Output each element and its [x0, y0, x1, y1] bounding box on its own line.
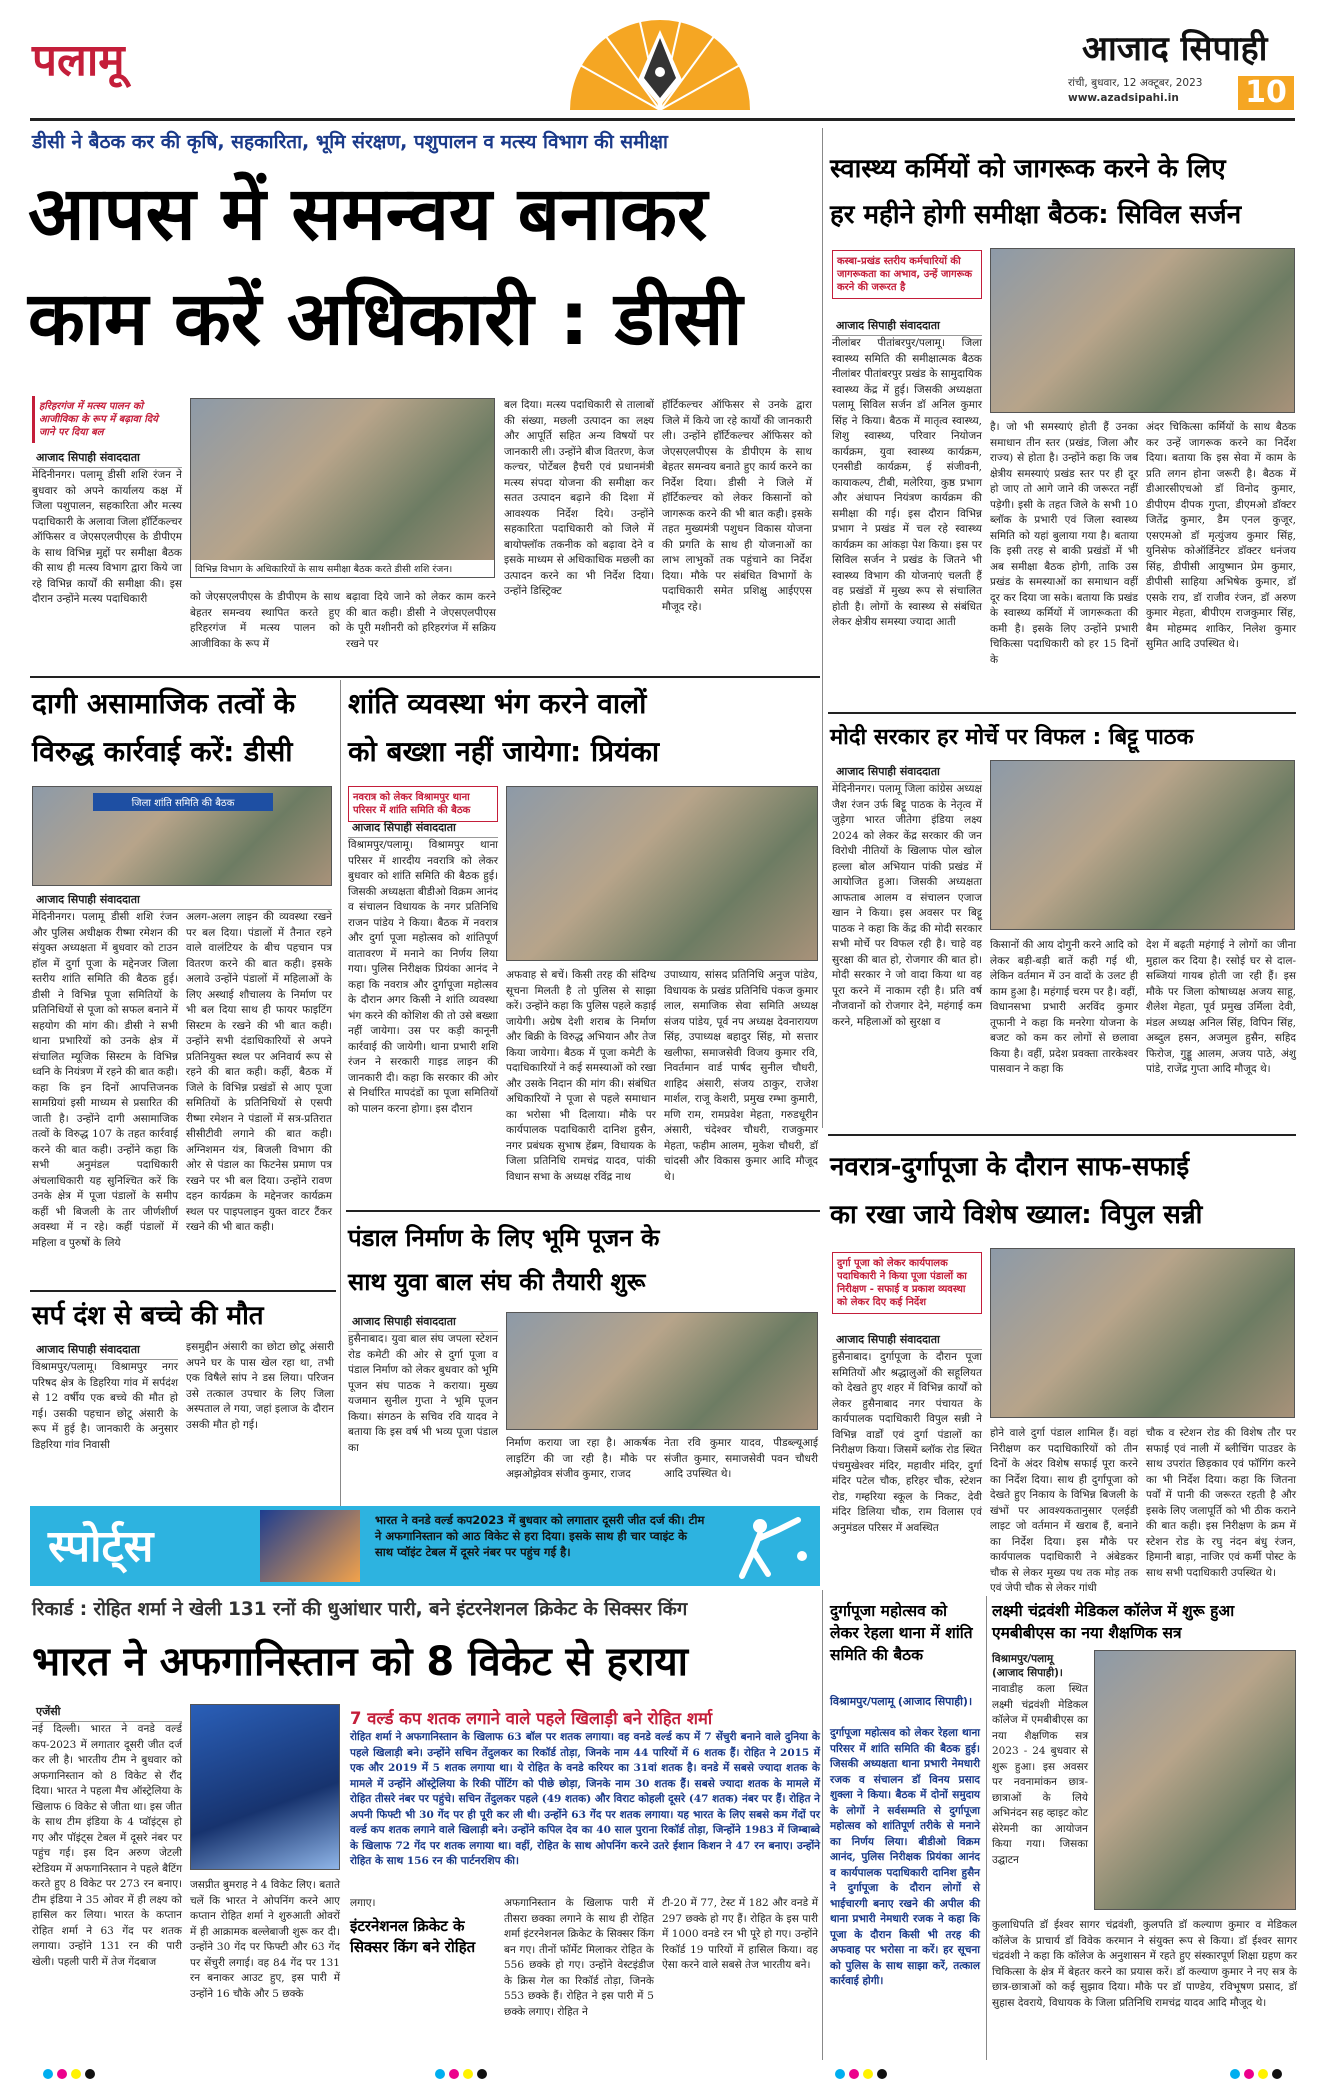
pandal-bureau: आजाद सिपाही संवाददाता	[348, 1312, 498, 1332]
durga-text: दुर्गापूजा महोत्सव को लेकर रेहला थाना परिसर में शांति समिति की बैठक हुई। जिसकी अध्यक्षता थाना प्रभारी नेमधारी रजक व संचालन डॉ विनय प्रसाद शुक्ला ने किया। बैठक में दोनों समुदाय के लोगों ने सर्वसम्मति से दुर्गापूजा महोत्सव को शांतिपूर्ण तरीके से मनाने का निर्णय लिया। बीडीओ विक्रम आनंद, पुलिस निरीक्षक प्रियंका आनंद व कार्यपालक पदाधिकारी दानिश हुसैन ने दुर्गापूजा के दौरान लोगों से भाईचारगी बनाए रखने की अपील की थाना प्रभारी नेमधारी रजक ने कहा कि पूजा के दौरान किसी भी तरह की अफवाह पर भरोसा ना करें। हर सूचना को पुलिस के साथ साझा करें, तत्काल कार्रवाई होगी।	[830, 1727, 980, 1987]
navratri-col1: हुसैनाबाद। दुर्गापूजा के दौरान पूजा समितियों और श्रद्धालुओं की सहूलियत को देखते हुए शहर में विभिन्न कार्यों को लेकर हुसैनाबाद नगर पंचायत के कार्यपालक पदाधिकारी विपुल सन्नी ने विभिन्न वार्डों एवं दुर्गा पंडालों का निरीक्षण किया। जिसमें ब्लॉक रोड स्थित पंचमुखेश्वर मंदिर, महावीर मंदिर, दुर्गा मंदिर पटेल चौक, हरिहर चौक, स्टेशन रोड, गम्हरिया स्कूल के निकट, देवी मंदिर डिलिया चौक, राम विलास एवं अनुमंडल परिसर में अवस्थित	[832, 1351, 982, 1534]
medical-bureau: विश्रामपुर/पलामू (आजाद सिपाही)।	[992, 1653, 1063, 1679]
navratri-headline-line2: का रखा जाये विशेष ख्याल: विपुल सन्नी	[830, 1200, 1203, 1230]
sports-photo-col: जसप्रीत बुमराह ने 4 विकेट लिए। बताते चलें कि भारत ने ओपनिंग करने आए कप्तान रोहित शर्मा ने शुरुआती ओवरों में ही आक्रामक बल्लेबाजी शुरू कर दी। उन्होंने 30 गेंद पर फिफ्टी और 63 गेंद पर सेंचुरी लगाई। वह 84 गेंद पर 131 रन बनाकर आउट हुए, इस पारी में उन्होंने 16 चौके और 5 छक्के	[190, 1879, 340, 2000]
navratri-col2: होने वाले दुर्गा पंडाल शामिल हैं। वहां निरीक्षण कर पदाधिकारियों को तीन दिनों के अंदर विशेष सफाई पूरा करने का निर्देश दिया। साथ ही दुर्गापूजा को देखते हुए निकाय के विभिन्न बिजली के खंभों पर आवश्यकतानुसार एलईडी लाइट जो वर्तमान में खराब हैं, बनाने का निर्देश दिया। इस मौके पर कार्यपालक पदाधिकारी ने अंबेडकर चौक से लेकर मुख्य पथ तक मोड़ तक एवं जेपी चौक से लेकर गांधी	[990, 1427, 1138, 1594]
sports-minor-headline: इंटरनेशनल क्रिकेट के सिक्सर किंग बने रोहित	[350, 1917, 476, 1956]
sarp-headline: सर्प दंश से बच्चे की मौत	[32, 1301, 264, 1331]
pandal-headline-line2: साथ युवा बाल संघ की तैयारी शुरू	[348, 1268, 646, 1296]
shanti-col3: उपाध्याय, सांसद प्रतिनिधि अनुज पांडेय, विधायक के प्रखंड प्रतिनिधि पंकज कुमार लाल, समाजिक सेवा समिति अध्यक्ष संजय पांडेय, पूर्व नप अध्यक्ष देवनारायण सिंह, उपाध्यक्ष बहादुर सिंह, मो सत्तार खलीफा, समाजसेवी विजय कुमार रवि, निवर्तमान वार्ड पार्षद सुनील चौधरी, शाहिद अंसारी, संजय ठाकुर, राजेश मार्शल, राजू केशरी, प्रमुख रम्भा कुमारी, मणि राम, रामप्रवेश मेहता, गरुडधूरीन अंसारी, चंदेश्वर चौधरी, राजकुमार मेहता, फहीम आलम, मुकेश चौधरी, डॉ चांदसी और विकास कुमार आदि मौजूद थे।	[664, 969, 818, 1183]
daagi-bureau: आजाद सिपाही संवाददाता	[32, 890, 332, 910]
modi-photo	[990, 760, 1295, 930]
section-label: पलामू	[32, 35, 125, 86]
modi-bureau: आजाद सिपाही संवाददाता	[832, 762, 982, 782]
daagi-headline-line2: विरुद्ध कार्रवाई करें: डीसी	[32, 735, 293, 768]
shanti-bureau: आजाद सिपाही संवाददाता	[348, 818, 498, 838]
health-photo	[990, 248, 1295, 413]
lead-col1: मेदिनीनगर। पलामू डीसी शशि रंजन ने बुधवार को अपने कार्यालय कक्ष में जिला पशुपालन, सहकारिता और मत्स्य पदाधिकारी के अलावा जिला हॉर्टिकल्चर ऑफिसर व जेएसएलपीएस के डीपीएम के साथ विभिन्न मुद्दों पर समीक्षा बैठक की साथ ही मत्स्य विभाग द्वारा किये जा रहे विभिन्न कार्यों की समीक्षा की। इस दौरान उन्होंने मत्स्य पदाधिकारी	[32, 469, 182, 605]
shanti-col2: अफवाह से बचें। किसी तरह की संदिग्ध सूचना मिलती है तो पुलिस से साझा करें। उन्होंने कहा कि पुलिस पहले कड़ाई जायेगी। अग्रेष देशी शराब के निर्माण और बिक्री के विरुद्ध अभियान और तेज किया जायेगा। बैठक में पूजा कमेटी के पदाधिकारियों ने कई समस्याओं को रखा और उसके निदान की मांग की। संबंधित अधिकारियों ने पूजा से पहले समाधान का भरोसा भी दिलाया। मौके पर कार्यपालक पदाधिकारी दानिश हुसैन, नगर प्रबंधक सुभाष हेंब्रम, विधायक के जिला प्रतिनिधि रामचंद्र यादव, पांकी विधान सभा के अध्यक्ष रविंद्र नाथ	[506, 969, 656, 1183]
lead-sidebar: हरिहरगंज में मत्स्य पालन को आजीविका के रूप में बढ़ावा दिये जाने पर दिया बल	[32, 396, 180, 443]
shanti-col1: विश्रामपुर/पलामू। विश्रामपुर थाना परिसर में शारदीय नवरात्रि को लेकर बुधवार को शांति समिति की बैठक हुई। जिसकी अध्यक्षता बीडीओ विक्रम आनंद व संचालन विधायक के नगर प्रतिनिधि राजन पांडेय ने किया। बैठक में नवरात्र और दुर्गा पूजा महोत्सव को शांतिपूर्ण वातावरण में मनाने का निर्णय लिया गया। पुलिस निरीक्षक प्रियंका आनंद ने कहा कि नवरात्र और दुर्गापूजा महोत्सव के दौरान अगर किसी ने शांति व्यवस्था भंग करने की कोशिश की तो उसे बख्शा नहीं जायेगा। उस पर कड़ी कानूनी कार्रवाई की जायेगी। थाना प्रभारी शशि रंजन ने सरकारी गाइड लाइन की जानकारी दी। कहा कि सरकार की ओर से निर्धारित मापदंडों का पूजा समितियों को पालन करना होगा। इस दौरान	[348, 839, 498, 1115]
cricket-batsman-icon	[720, 1516, 810, 1580]
pandal-col1: हुसैनाबाद। युवा बाल संघ जपला स्टेशन रोड कमेटी की ओर से दुर्गा पूजा व पंडाल निर्माण को लेकर बुधवार को भूमि पूजन संघ पाठक ने कराया। मुख्य यजमान सुनील गुप्ता ने भूमि पूजन किया। संगठन के सचिव रवि यादव ने बताया कि इस वर्ष भी भव्य पूजा पंडाल का	[348, 1333, 498, 1454]
medical-col1: नावाडीह कला स्थित लक्ष्मी चंद्रवंशी मेडिकल कॉलेज में एमबीबीएस का नया शैक्षणिक सत्र 2023 - 24 बुधवार से शुरू हुआ। इस अवसर पर नवनामांकन छात्र-छात्राओं के लिये अभिनंदन सह व्हाइट कोट सेरेमनी का आयोजन किया गया। जिसका उद्घाटन	[992, 1683, 1088, 1866]
modi-headline: मोदी सरकार हर मोर्चे पर विफल : बिट्टू पाठक	[830, 725, 1194, 750]
durga-bureau: विश्रामपुर/पलामू (आजाद सिपाही)।	[830, 1695, 973, 1708]
lead-headline-line2: काम करें अधिकारी : डीसी	[28, 276, 743, 362]
lead-col4: बल दिया। मत्स्य पदाधिकारी से तालाबों की संख्या, मछली उत्पादन का लक्ष्य और आपूर्ति सहित अन्य विषयों पर जानकारी ली। उन्होंने बीज वितरण, केज कल्चर, पोर्टेबल हैचरी एवं प्रधानमंत्री मत्स्य संपदा योजना की समीक्षा कर सतत उत्पादन बढ़ाने की दिशा में आवश्यक निर्देश दिये। उन्होंने सहकारिता पदाधिकारी को जिले में बायोफ्लॉक तकनीक को बढ़ावा देने व इसके माध्यम से अधिकाधिक मछली का उत्पादन करने का भी निर्देश दिया। उन्होंने डिस्ट्रिक्ट	[504, 399, 654, 597]
lead-photo-caption: विभिन्न विभाग के अधिकारियों के साथ समीक्षा बैठक करते डीसी शशि रंजन।	[191, 560, 494, 577]
page-number: 10	[1238, 76, 1294, 110]
navratri-bureau: आजाद सिपाही संवाददाता	[832, 1330, 982, 1350]
lead-kicker: डीसी ने बैठक कर की कृषि, सहकारिता, भूमि संरक्षण, पशुपालन व मत्स्य विभाग की समीक्षा	[32, 131, 668, 153]
modi-col2: किसानों की आय दोगुनी करने आदि को लेकर बड़ी-बड़ी बातें कही गई थी, लेकिन वर्तमान में उन वादों के उलट ही काम हुआ है। महंगाई चरम पर है। वहीं, विधानसभा प्रभारी अरविंद कुमार तूफानी ने कहा कि मनरेगा योजना के बजट को कम कर लोगों से छलावा किया है। वहीं, प्रदेश प्रवक्ता तारकेश्वर पासवान ने कहा कि	[990, 939, 1138, 1075]
navratri-sidebar: दुर्गा पूजा को लेकर कार्यपालक पदाधिकारी ने किया पूजा पंडालों का निरीक्षण - सफाई व प्रकाश व्यवस्था को लेकर दिए कई निर्देश	[832, 1252, 982, 1314]
sports-col3-pre: लगाए।	[350, 1897, 376, 1909]
health-sidebar: कस्बा-प्रखंड स्तरीय कर्मचारियों की जागरूकता का अभाव, उन्हें जागरूक करने की जरूरत है	[832, 250, 982, 299]
pandal-photo	[506, 1312, 818, 1430]
dateline: रांची, बुधवार, 12 अक्टूबर, 2023	[1068, 77, 1203, 89]
medical-col2: कुलाधिपति डॉ ईश्वर सागर चंद्रवंशी, कुलपति डॉ कल्याण कुमार व मेडिकल कॉलेज के प्राचार्य डॉ विवेक करमान ने संयुक्त रूप से किया। डॉ ईश्वर सागर चंद्रवंशी ने कहा कि कॉलेज के अनुशासन में रहते हुए संस्कारपूर्ण शिक्षा ग्रहण कर चिकित्सा के क्षेत्र में बेहतर करने का प्रयास करें। डॉ कल्याण कुमार ने नए सत्र के छात्र-छात्राओं को कई सुझाव दिया। मौके पर डॉ पाण्डेय, रविभूषण प्रसाद, डॉ सुहास देवराये, विधायक के जिला प्रतिनिधि रामचंद्र यादव आदि मौजूद थे।	[992, 1919, 1297, 2009]
masthead	[0, 0, 1325, 118]
sports-bureau: एजेंसी	[32, 1702, 182, 1722]
health-headline-line1: स्वास्थ्य कर्मियों को जागरूक करने के लिए	[830, 154, 1226, 184]
daagi-banner: जिला शांति समिति की बैठक	[93, 793, 273, 811]
daagi-col2: अलग-अलग लाइन की व्यवस्था रखने पर बल दिया। पंडालों में तैनात रहने वाले वालंटियर के बीच पहचान पत्र वितरण करने की बात कही। इसके अलावे उन्होंने पंडालों में महिलाओं के लिए अस्थाई शौचालय के निर्माण पर भी बल दिया साथ ही फायर फाइटिंग सिस्टम के रखने की भी बात कही। उन्होंने सभी दंडाधिकारियों से अपने प्रतिनियुक्त स्थल पर अनिवार्य रूप से रहने की बात कही। कहीं, बैठक में जिले के विभिन्न प्रखंडों से आए पूजा समितियों के प्रतिनिधियों से एसपी रीष्मा रमेशन ने पंडालों में सत्र-प्रतिरात सीसीटीवी लगाने की बात कही। अग्निशमन यंत्र, बिजली विभाग की ओर से पंडाल का फिटनेस प्रमाण पत्र रखने पर भी बल दिया। उन्होंने रावण दहन कार्यक्रम के मद्देनजर कार्यक्रम स्थल पर पाइपलाइन युक्त वाटर टैंकर रखने की भी बात कही।	[186, 911, 332, 1233]
lead-col2: को जेएसएलपीएस के डीपीएम के साथ बेहतर समन्वय स्थापित करते हुए हरिहरगंज में मत्स्य पालन को आजीविका के रूप में	[190, 591, 340, 650]
health-col2: है। जो भी समस्याएं होती हैं उनका समाधान तीन स्तर (प्रखंड, जिला और राज्य) से होता है। उन्होंने कहा कि जब क्षेत्रीय समस्याएं प्रखंड स्तर पर ही दूर हो जाए तो आगे जाने की जरूरत नहीं पड़ेगी। इसी के तहत जिले के सभी 10 ब्लॉक के प्रभारी एवं जिला स्वास्थ्य समिति को यहां बुलाया गया है। बताया कि इसी तरह से बाकी प्रखंडों में भी अब समीक्षा बैठक होगी, ताकि उस प्रखंड के समस्याओं का समाधान वहीं दूर कर दिया जा सके। बताया कि प्रखंड के स्वास्थ्य कर्मियों में जागरूकता की कमी है। इसके लिए उन्होंने प्रभारी चिकित्सा पदाधिकारी को हर 15 दिनों के	[990, 421, 1138, 666]
website: www.azadsipahi.in	[1068, 92, 1179, 104]
durga-headline: दुर्गापूजा महोत्सव को लेकर रेहला थाना में शांति समिति की बैठक	[830, 1602, 973, 1664]
navratri-headline-line1: नवरात्र-दुर्गापूजा के दौरान साफ-सफाई	[830, 1152, 1190, 1182]
shanti-headline-line1: शांति व्यवस्था भंग करने वालों	[348, 687, 647, 720]
sports-banner-title: स्पोर्ट्स	[48, 1521, 154, 1572]
sports-col4: टी-20 में 77, टेस्ट में 182 और वनडे में 297 छक्के हो गए हैं। रोहित के इस पारी में 1000 वनडे रन भी पूरे हो गए। उन्होंने रिकॉर्ड 19 पारियों में हासिल किया। वह ऐसा करने वाले सबसे तेज भारतीय बने।	[662, 1897, 818, 1971]
navratri-photo	[990, 1248, 1295, 1418]
sarp-bureau: आजाद सिपाही संवाददाता	[32, 1340, 178, 1360]
shanti-photo	[506, 786, 818, 961]
sports-kicker: रिकार्ड : रोहित शर्मा ने खेली 131 रनों की धुआंधार पारी, बने इंटरनेशनल क्रिकेट के सिक्सर किंग	[32, 1599, 688, 1620]
shanti-headline-line2: को बख्शा नहीं जायेगा: प्रियंका	[348, 735, 660, 768]
navratri-col3: चौक व स्टेशन रोड की विशेष तौर पर सफाई एवं नाली में ब्लीचिंग पाउडर के साथ उपरांत छिड़काव एवं फॉगिंग करने का भी निर्देश दिया। कहा कि जितना पर्वों में पानी की जरूरत रहती है और इसके लिए जलापूर्ति को भी ठीक कराने की बात कही। इस निरीक्षण के क्रम में स्टेशन रोड के रघु नंदन बंधु रंजन, हिमानी बाड़ा, नाजिर एवं कर्मी पोस्ट के साथ सभी पदाधिकारी उपस्थित थे।	[1146, 1427, 1296, 1579]
health-col1: नीलांबर पीतांबरपुर/पलामू। जिला स्वास्थ्य समिति की समीक्षात्मक बैठक नीलांबर पीतांबरपुर प्रखंड के सामुदायिक स्वास्थ्य केंद्र में हुई। जिसकी अध्यक्षता पलामू सिविल सर्जन डॉ अनिल कुमार सिंह ने किया। बैठक में मातृत्व स्वास्थ्य, शिशु स्वास्थ्य, परिवार नियोजन कार्यक्रम, युवा स्वास्थ्य कार्यक्रम, एनसीडी कार्यक्रम, ई संजीवनी, कायाकल्प, टीबी, मलेरिया, कुष्ठ प्रभाग और अंधापन नियंत्रण कार्यक्रम की समीक्षा की गई। इस दौरान विभिन्न प्रभाग ने प्रखंड में चल रहे स्वास्थ्य कार्यक्रम का आंकड़ा पेश किया। इस पर सिविल सर्जन ने प्रखंड के जितने भी स्वास्थ्य विभाग की योजनाएं चलती हैं वह प्रखंडों में मुख्य रूप से संचालित होती है। लोगों के स्वास्थ्य से संबंधित लेकर क्षेत्रीय समस्या ज्यादा आती	[832, 337, 982, 628]
medical-photo	[1094, 1650, 1296, 1910]
daagi-headline-line1: दागी असामाजिक तत्वों के	[32, 687, 296, 720]
lead-col5: हॉर्टिकल्चर ऑफिसर से उनके द्वारा जिले में किये जा रहे कार्यों की जानकारी ली। उन्होंने हॉर्टिकल्चर ऑफिसर को जेएसएलपीएस के डीपीएम के साथ बेहतर समन्वय बनाते हुए कार्य करने का निर्देश दिया। डीसी ने जिले में हॉर्टिकल्चर को लेकर किसानों को जागरूक करने की भी बात कही। इसके तहत मुख्यमंत्री पशुधन विकास योजना की प्रगति के साथ ही योजनाओं का लाभ लाभुकों तक पहुंचाने का निर्देश दिया। मौके पर संबंधित विभागों के पदाधिकारी समेत प्रशिक्षु आईएएस मौजूद रहे।	[662, 399, 812, 613]
registration-marks	[40, 2066, 1285, 2080]
sarp-col2: इसमुद्दीन अंसारी का छोटा छोटू अंसारी अपने घर के पास खेल रहा था, तभी एक विषैले सांप ने डस लिया। परिजन उसे तत्काल उपचार के लिए जिला अस्पताल ले गया, जहां इलाज के दौरान उसकी मौत हो गई।	[186, 1341, 334, 1431]
lead-bureau: आजाद सिपाही संवाददाता	[32, 448, 182, 468]
sports-headline: भारत ने अफगानिस्तान को 8 विकेट से हराया	[32, 1639, 689, 1685]
daagi-col1: मेदिनीनगर। पलामू डीसी शशि रंजन और पुलिस अधीक्षक रीष्मा रमेशन की संयुक्त अध्यक्षता में बुधवार को टाउन हॉल में दुर्गा पूजा के मद्देनजर जिला स्तरीय शांति समिति की बैठक हुई। डीसी ने विभिन्न पूजा समितियों के प्रतिनिधियों से पूजा को सफल बनाने में सहयोग की मांग की। डीसी ने सभी थाना प्रभारियों को उनके क्षेत्र में संचालित म्यूजिक सिस्टम के विभिन्न ध्वनि के नियंत्रण में रहने की बात कही। कहा कि इन दिनों आपत्तिजनक सामग्रियां इसी माध्यम से प्रसारित की जाती है। उन्होंने दागी असामाजिक तत्वों के विरुद्ध 107 के तहत कार्रवाई करने की बात कही। उन्होंने कहा कि सभी अनुमंडल पदाधिकारी अंचलाधिकारी यह सुनिश्चित करें कि उनके क्षेत्र में पूजा पंडालों के समीप कहीं भी बिजली के तार जीर्णशीर्ण अवस्था में न रहे। कहीं पंडालों में महिला व पुरुषों के लिये	[32, 911, 178, 1249]
paper-name: आजाद सिपाही	[1082, 29, 1268, 69]
sports-banner	[30, 1506, 820, 1586]
sports-banner-text: भारत ने वनडे वर्ल्ड कप2023 में बुधवार को लगातार दूसरी जीत दर्ज की। टीम ने अफगानिस्तान को आठ विकेट से हरा दिया। इसके साथ ही चार प्वाइंट के साथ प्वॉइंट टेबल में दूसरे नंबर पर पहुंच गई है।	[375, 1513, 705, 1559]
sarp-col1: विश्रामपुर/पलामू। विश्रामपुर नगर परिषद क्षेत्र के डिहरिया गांव में सर्पदंश से 12 वर्षीय एक बच्चे की मौत हो गई। उसकी पहचान छोटू अंसारी के रूप में हुई है। जानकारी के अनुसार डिहरिया गांव निवासी	[32, 1361, 178, 1451]
lead-headline-line1: आपस में समन्वय बनाकर	[28, 171, 708, 257]
sports-banner-photo	[260, 1510, 360, 1582]
health-bureau: आजाद सिपाही संवाददाता	[832, 316, 982, 336]
daagi-photo	[32, 786, 332, 886]
health-headline-line2: हर महीने होगी समीक्षा बैठक: सिविल सर्जन	[830, 200, 1242, 230]
pandal-col2: निर्माण कराया जा रहा है। आकर्षक लाइटिंग की जा रही है। मौके पर अझओझ़ेवत्र संजीव कुमार, राजद	[506, 1437, 656, 1480]
pen-nib-logo	[560, 10, 760, 110]
modi-col1: मेदिनीनगर। पलामू जिला कांग्रेस अध्यक्ष जैश रंजन उर्फ बिट्टू पाठक के नेतृत्व में जुड़ेगा भारत जीतेगा इंडिया लक्ष्य 2024 को लेकर केंद्र सरकार की जन विरोधी नीतियों के खिलाफ पोल खोल हल्ला बोल अभियान पांकी प्रखंड में आयोजित हुआ। जिसकी अध्यक्षता आफताब आलम व संचालन एजाज खान ने किया। इस अवसर पर बिट्टू पाठक ने कहा कि केंद्र की मोदी सरकार सभी मोर्चे पर विफल रही है। चाहे वह सुरक्षा की बात हो, रोजगार की बात हो। मोदी सरकार ने जो वादा किया था वह पूरा करने में नाकाम रही है। प्रति वर्ष नौजवानों को रोजगार देने, महंगाई कम करने, महिलाओं को सुरक्षा व	[832, 783, 982, 1028]
sports-photo	[190, 1704, 340, 1870]
sports-subhead: 7 वर्ल्ड कप शतक लगाने वाले पहले खिलाड़ी बने रोहित शर्मा	[350, 1709, 713, 1728]
shanti-sidebar: नवरात्र को लेकर विश्रामपुर थाना परिसर में शांति समिति की बैठक	[348, 786, 498, 822]
sports-col3: अफगानिस्तान के खिलाफ पारी में तीसरा छक्का लगाने के साथ ही रोहित शर्मा इंटरनेशनल क्रिकेट के सिक्सर किंग बन गए। तीनों फॉर्मेट मिलाकर रोहित के 556 छक्के हो गए। उन्होंने वेस्टइंडीज के क्रिस गेल का रिकॉर्ड तोड़ा, जिनके 553 छक्के हैं। रोहित ने इस पारी में 5 छक्के लगाए। रोहित ने	[504, 1897, 654, 2018]
sports-subhead-text: रोहित शर्मा ने अफगानिस्तान के खिलाफ 63 बॉल पर शतक लगाया। वह वनडे वर्ल्ड कप में 7 सेंचुरी बनाने वाले दुनिया के पहले खिलाड़ी बने। उन्होंने सचिन तेंदुलकर का रिकॉर्ड तोड़ा, जिनके नाम 44 पारियों में 6 शतक हैं। रोहित ने 2015 में एक और 2019 में 5 शतक लगाया था। ये रोहित के वनडे करियर का 31वां शतक है। वनडे में सबसे ज्यादा शतक के मामले में उन्होंने ऑस्ट्रेलिया के रिकी पोंटिंग को पीछे छोड़ा, जिनके नाम 30 शतक हैं। सबसे ज्यादा शतक के मामले में रोहित तीसरे नंबर पर पहुंचे। सचिन तेंदुलकर पहले (49 शतक) और विराट कोहली दूसरे (47 शतक) नंबर पर हैं। रोहित ने अपनी फिफ्टी भी 30 गेंद पर ही पूरी कर ली थी। उन्होंने 63 गेंद पर शतक लगाया। यह भारत के लिए सबसे कम गेंदों पर वर्ल्ड कप शतक लगाने वाले खिलाड़ी बने। उन्होंने कपिल देव का 40 साल पुराना रिकॉर्ड तोड़ा, जिन्होंने 1983 में जिम्बाब्वे के खिलाफ 72 गेंद पर शतक लगाया था। वहीं, रोहित के साथ ओपनिंग करने उतरे ईशान किशन ने 47 रन बनाए। उन्होंने रोहित के साथ 156 रन की पार्टनरशिप की।	[350, 1731, 820, 1867]
lead-photo	[190, 398, 495, 578]
sports-col1: नई दिल्ली। भारत ने वनडे वर्ल्ड कप-2023 में लगातार दूसरी जीत दर्ज कर ली है। भारतीय टीम ने बुधवार को अफगानिस्तान को 8 विकेट से रौंद दिया। भारत ने पहला मैच ऑस्ट्रेलिया के खिलाफ 6 विकेट से जीता था। इस जीत के साथ टीम इंडिया के 4 प्वॉइंट्स हो गए और पॉइंट्स टेबल में दूसरे नंबर पर पहुंच गई। इस दिन अरुण जेटली स्टेडियम में अफगानिस्तान ने पहले बैटिंग करते हुए 8 विकेट पर 273 रन बनाए। टीम इंडिया ने 35 ओवर में ही लक्ष्य को हासिल कर लिया। भारत के कप्तान रोहित शर्मा ने 63 गेंद पर शतक लगाया। उन्होंने 131 रन की पारी खेली। पहली पारी में तेज गेंदबाज	[32, 1723, 182, 1968]
medical-headline: लक्ष्मी चंद्रवंशी मेडिकल कॉलेज में शुरू हुआ एमबीबीएस का नया शैक्षणिक सत्र	[992, 1602, 1235, 1642]
pandal-headline-line1: पंडाल निर्माण के लिए भूमि पूजन के	[348, 1224, 660, 1252]
modi-col3: देश में बढ़ती महंगाई ने लोगों का जीना मुहाल कर दिया है। रसोई घर से दाल-सब्जियां गायब होती जा रही हैं। इस मौके पर जिला कोषाध्यक्ष अजय साहू, शैलेश मेहता, पूर्व प्रमुख उर्मिला देवी, मंडल अध्यक्ष अनिल सिंह, विपिन सिंह, अब्दुल हसन, अजमुल हुसैन, सहिद फिरोज, गुड्डू आलम, अजय पाठे, अंशु पांडे, राजेंद्र गुप्ता आदि मौजूद थे।	[1146, 939, 1296, 1075]
lead-col3: बढ़ावा दिये जाने को लेकर काम करने की बात कही। डीसी ने जेएसएलपीएस के पूरी मशीनरी को हरिहरगंज में सक्रिय रखने पर	[346, 591, 496, 650]
pandal-col3: नेता रवि कुमार यादव, पीडब्ल्यूआई संजीत कुमार, समाजसेवी पवन चौधरी आदि उपस्थित थे।	[664, 1437, 818, 1480]
health-col3: अंदर चिकित्सा कर्मियों के साथ बैठक कर उन्हें जागरूक करने का निर्देश दिया। बताया कि इस सेवा में काम के प्रति लगन होना जरूरी है। बैठक में डीआरसीएचओ डॉ विनोद कुमार, डीपीएम दीपक गुप्ता, डीएमओ डॉक्टर जितेंद्र कुमार, डैम एनल कुजूर, एसएमओ डॉ मृत्युंजय कुमार सिंह, युनिसेफ कोऑर्डिनेटर डॉक्टर धनंजय सिंह, डीपीसी आयुष्मान प्रेम कुमार, डीपीसी साहिया अभिषेक कुमार, डॉ एसके राय, डॉ राजीव रंजन, डॉ अरुण कुमार मेहता, बीपीएम राजकुमार सिंह, बैम मोहम्मद शाकिर, निलेश कुमार सुमित आदि उपस्थित थे।	[1146, 421, 1296, 650]
